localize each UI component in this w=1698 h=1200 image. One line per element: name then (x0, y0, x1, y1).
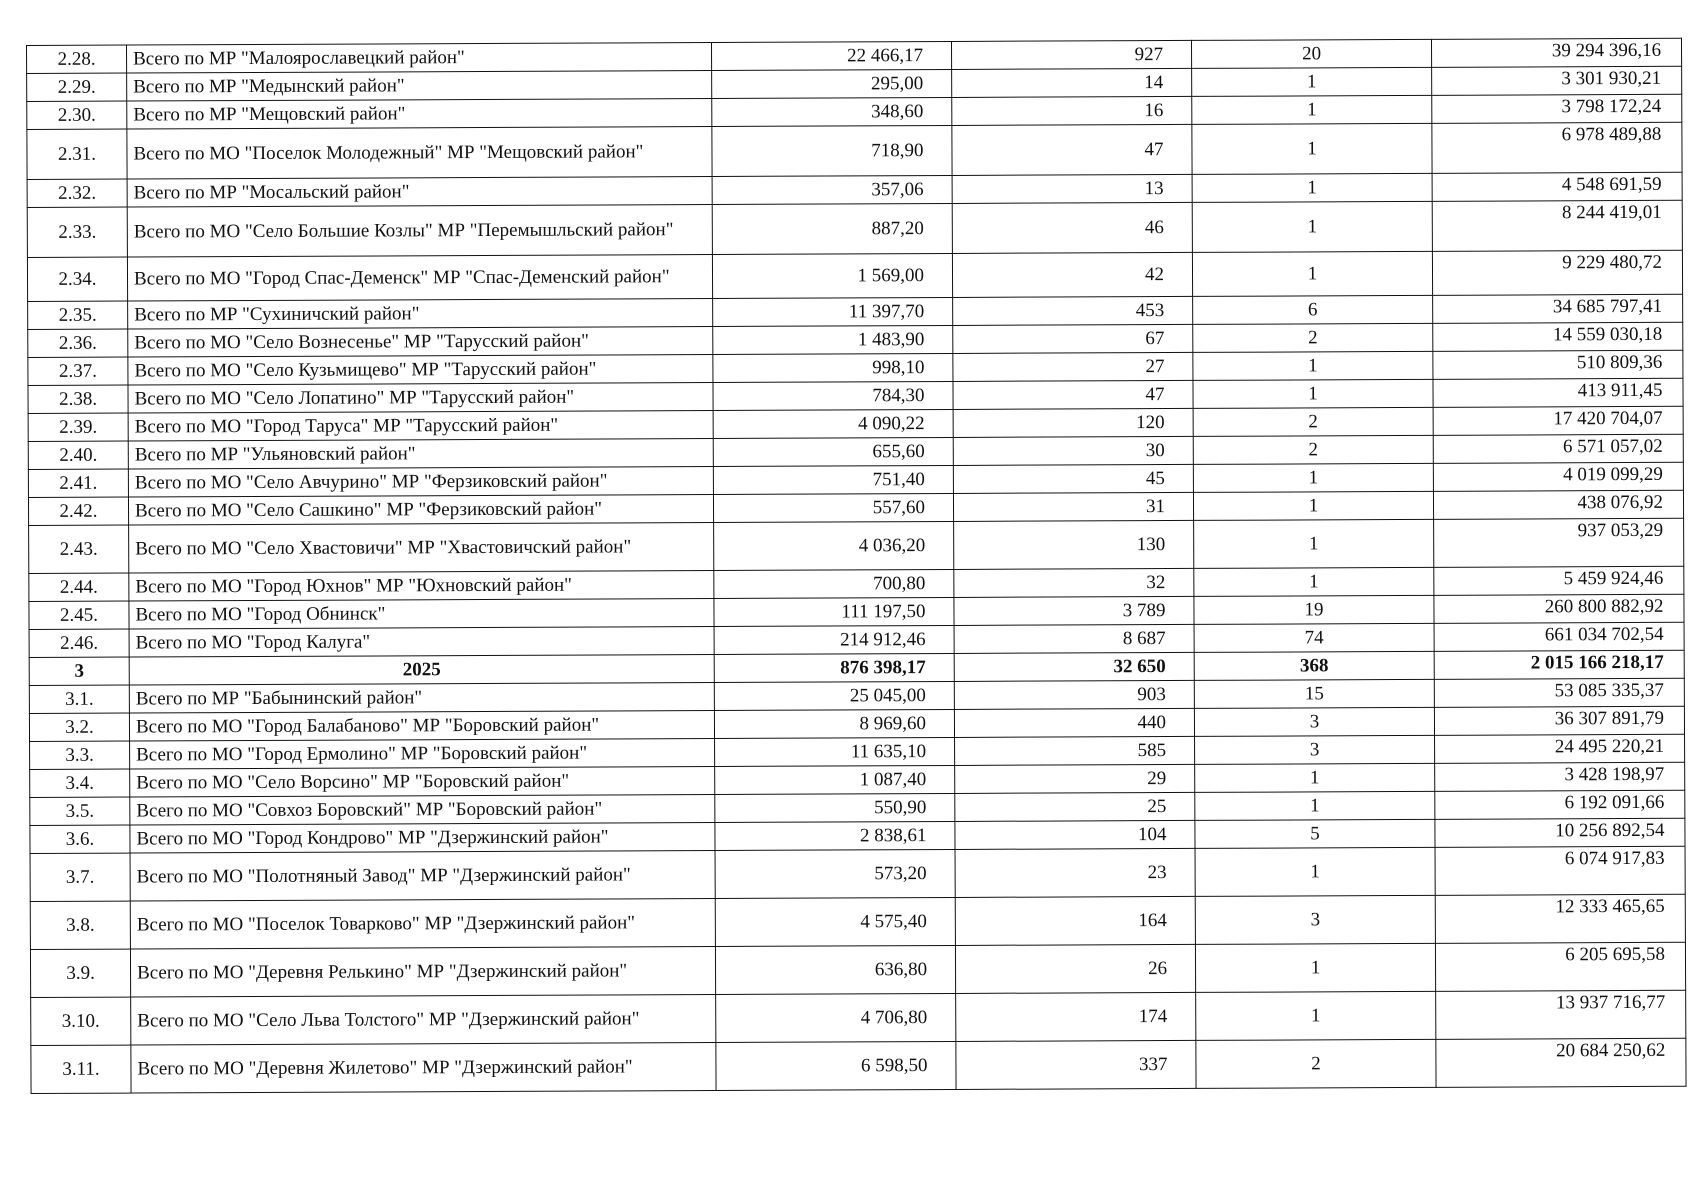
row-count: 1 (1194, 519, 1434, 568)
row-cost: 53 085 335,37 (1434, 678, 1684, 707)
row-count: 1 (1195, 943, 1435, 992)
row-number: 3.7. (30, 853, 130, 901)
row-area: 550,90 (715, 793, 955, 822)
row-number: 2.30. (27, 101, 127, 129)
row-count: 74 (1194, 623, 1434, 652)
row-name: Всего по МО "Поселок Товарково" МР "Дзержинский район" (130, 899, 715, 950)
row-area: 573,20 (715, 849, 955, 898)
row-people: 42 (952, 252, 1192, 297)
row-name: Всего по МО "Село Вознесенье" МР "Тарусский район" (128, 327, 713, 358)
row-area: 887,20 (712, 203, 952, 254)
row-count: 1 (1194, 567, 1434, 596)
row-people: 585 (955, 736, 1195, 765)
row-number: 3.2. (29, 713, 129, 741)
data-table (26, 38, 1687, 1094)
row-number: 2.28. (27, 45, 127, 73)
row-cost: 6 571 057,02 (1433, 434, 1683, 463)
row-count: 2 (1196, 1039, 1436, 1088)
row-people: 440 (954, 708, 1194, 737)
row-count: 1 (1193, 351, 1433, 380)
row-cost: 34 685 797,41 (1433, 294, 1683, 323)
row-area: 111 197,50 (714, 597, 954, 626)
row-area: 22 466,17 (711, 41, 951, 70)
row-name: Всего по МО "Село Ворсино" МР "Боровский район" (130, 767, 715, 798)
row-area: 295,00 (712, 69, 952, 98)
row-number: 3.6. (30, 825, 130, 853)
row-cost: 661 034 702,54 (1434, 622, 1684, 651)
row-area: 348,60 (712, 97, 952, 126)
row-people: 337 (956, 1040, 1196, 1089)
row-area: 4 706,80 (716, 993, 956, 1042)
row-name: Всего по МО "Полотняный Завод" МР "Дзержинский район" (130, 851, 715, 902)
row-cost: 438 076,92 (1433, 490, 1683, 519)
row-area: 4 090,22 (713, 409, 953, 438)
row-cost: 8 244 419,01 (1432, 200, 1682, 251)
row-number: 2.43. (29, 525, 129, 573)
row-people: 29 (955, 764, 1195, 793)
row-area: 11 397,70 (713, 297, 953, 326)
row-count: 3 (1194, 707, 1434, 736)
row-number: 2.31. (27, 129, 127, 179)
row-name: Всего по МО "Город Обнинск" (129, 599, 714, 630)
row-count: 1 (1192, 201, 1432, 252)
table-row (30, 846, 1685, 901)
row-name: Всего по МО "Совхоз Боровский" МР "Боровский район" (130, 795, 715, 826)
row-cost: 6 978 489,88 (1432, 122, 1682, 173)
table-row (30, 942, 1685, 997)
row-area: 700,80 (714, 569, 954, 598)
row-cost: 6 074 917,83 (1435, 846, 1685, 895)
row-name: Всего по МО "Село Сашкино" МР "Ферзиковский район" (128, 495, 713, 526)
row-people: 23 (955, 848, 1195, 897)
row-people: 25 (955, 792, 1195, 821)
row-name: Всего по МР "Медынский район" (127, 71, 712, 102)
row-name: Всего по МО "Город Калуга" (129, 627, 714, 658)
row-number: 3.3. (30, 741, 130, 769)
row-count: 1 (1195, 791, 1435, 820)
row-count: 1 (1195, 763, 1435, 792)
row-name: Всего по МО "Город Ермолино" МР "Боровский район" (130, 739, 715, 770)
row-count: 1 (1196, 991, 1436, 1040)
row-area: 636,80 (715, 945, 955, 994)
row-name: Всего по МО "Село Кузьмищево" МР "Тарусский район" (128, 355, 713, 386)
row-count: 3 (1195, 735, 1435, 764)
row-cost: 13 937 716,77 (1436, 990, 1686, 1039)
row-area: 357,06 (712, 175, 952, 204)
row-cost: 36 307 891,79 (1434, 706, 1684, 735)
row-count: 1 (1192, 67, 1432, 96)
row-cost: 39 294 396,16 (1431, 38, 1681, 67)
row-people: 67 (953, 324, 1193, 353)
row-cost: 17 420 704,07 (1433, 406, 1683, 435)
table-row (31, 1038, 1686, 1093)
row-people: 27 (953, 352, 1193, 381)
row-count: 20 (1191, 39, 1431, 68)
table-row (29, 518, 1684, 573)
document-page (26, 38, 1686, 1094)
row-area: 876 398,17 (714, 653, 954, 682)
row-people: 164 (955, 896, 1195, 945)
row-area: 1 569,00 (712, 253, 952, 298)
row-people: 13 (952, 174, 1192, 203)
row-name: Всего по МР "Мещовский район" (127, 99, 712, 130)
row-name: Всего по МО "Город Балабаново" МР "Боровский район" (129, 711, 714, 742)
row-people: 45 (953, 464, 1193, 493)
row-cost: 5 459 924,46 (1434, 566, 1684, 595)
row-count: 19 (1194, 595, 1434, 624)
row-name: Всего по МО "Город Юхнов" МР "Юхновский район" (129, 571, 714, 602)
row-area: 557,60 (713, 493, 953, 522)
row-people: 16 (952, 96, 1192, 125)
row-name: Всего по МО "Город Спас-Деменск" МР "Спас-Деменский район" (127, 255, 712, 302)
row-people: 8 687 (954, 624, 1194, 653)
row-name: Всего по МО "Деревня Жилетово" МР "Дзержинский район" (131, 1042, 716, 1093)
row-count: 1 (1192, 173, 1432, 202)
row-area: 2 838,61 (715, 821, 955, 850)
table-row (27, 250, 1682, 301)
row-number: 2.44. (29, 573, 129, 601)
row-cost: 20 684 250,62 (1436, 1038, 1686, 1087)
row-name: Всего по МО "Город Таруса" МР "Тарусский район" (128, 411, 713, 442)
row-number: 3.8. (30, 901, 130, 949)
row-cost: 4 019 099,29 (1433, 462, 1683, 491)
row-number: 2.29. (27, 73, 127, 101)
row-name: Всего по МО "Село Лопатино" МР "Тарусский район" (128, 383, 713, 414)
row-name: Всего по МР "Малоярославецкий район" (127, 43, 712, 74)
row-cost: 3 798 172,24 (1432, 94, 1682, 123)
row-people: 130 (954, 520, 1194, 569)
row-area: 4 575,40 (715, 897, 955, 946)
row-number: 2.46. (29, 629, 129, 657)
row-count: 1 (1193, 491, 1433, 520)
row-cost: 6 192 091,66 (1435, 790, 1685, 819)
row-cost: 413 911,45 (1433, 378, 1683, 407)
row-count: 3 (1195, 895, 1435, 944)
row-people: 32 650 (954, 652, 1194, 681)
row-cost: 9 229 480,72 (1432, 250, 1682, 295)
table-row (30, 894, 1685, 949)
row-cost: 3 428 198,97 (1435, 762, 1685, 791)
row-area: 1 483,90 (713, 325, 953, 354)
row-people: 31 (953, 492, 1193, 521)
row-number: 2.38. (28, 385, 128, 413)
row-count: 1 (1193, 463, 1433, 492)
row-area: 6 598,50 (716, 1041, 956, 1090)
row-area: 751,40 (713, 465, 953, 494)
row-name: Всего по МО "Село Льва Толстого" МР "Дзержинский район" (131, 994, 716, 1045)
row-name: Всего по МО "Село Авчурино" МР "Ферзиковский район" (128, 467, 713, 498)
row-name: Всего по МР "Сухиничский район" (128, 299, 713, 330)
row-people: 14 (952, 68, 1192, 97)
table-row (27, 200, 1682, 257)
row-number: 3.9. (30, 949, 130, 997)
row-number: 3.4. (30, 769, 130, 797)
row-area: 25 045,00 (714, 681, 954, 710)
row-area: 8 969,60 (714, 709, 954, 738)
row-count: 1 (1192, 95, 1432, 124)
row-number: 2.39. (28, 413, 128, 441)
row-name: Всего по МО "Село Большие Козлы" МР "Перемышльский район" (127, 205, 712, 258)
row-number: 2.35. (28, 301, 128, 329)
row-name: Всего по МР "Ульяновский район" (128, 439, 713, 470)
row-number: 2.45. (29, 601, 129, 629)
row-people: 47 (953, 380, 1193, 409)
table-row (27, 122, 1682, 179)
row-count: 2 (1193, 407, 1433, 436)
row-count: 1 (1192, 123, 1432, 174)
row-number: 2.36. (28, 329, 128, 357)
row-name: Всего по МО "Село Хвастовичи" МР "Хвастовичский район" (129, 523, 714, 574)
row-number: 3.11. (31, 1045, 131, 1093)
row-cost: 24 495 220,21 (1435, 734, 1685, 763)
row-area: 11 635,10 (715, 737, 955, 766)
row-number: 2.34. (27, 257, 127, 301)
row-people: 32 (954, 568, 1194, 597)
row-area: 784,30 (713, 381, 953, 410)
row-people: 927 (951, 40, 1191, 69)
row-name: 2025 (129, 655, 714, 686)
row-people: 104 (955, 820, 1195, 849)
row-area: 718,90 (712, 125, 952, 176)
row-people: 903 (954, 680, 1194, 709)
row-number: 2.41. (28, 469, 128, 497)
row-number: 2.32. (27, 179, 127, 207)
row-number: 3.10. (31, 997, 131, 1045)
row-count: 2 (1193, 435, 1433, 464)
row-count: 15 (1194, 679, 1434, 708)
row-area: 214 912,46 (714, 625, 954, 654)
row-number: 3.1. (29, 685, 129, 713)
row-area: 998,10 (713, 353, 953, 382)
row-name: Всего по МО "Поселок Молодежный" МР "Мещовский район" (127, 127, 712, 180)
row-count: 1 (1192, 251, 1432, 296)
row-people: 453 (953, 296, 1193, 325)
row-cost: 12 333 465,65 (1435, 894, 1685, 943)
row-people: 47 (952, 124, 1192, 175)
row-cost: 510 809,36 (1433, 350, 1683, 379)
row-count: 6 (1193, 295, 1433, 324)
row-people: 46 (952, 202, 1192, 253)
row-number: 3.5. (30, 797, 130, 825)
row-people: 120 (953, 408, 1193, 437)
row-cost: 937 053,29 (1434, 518, 1684, 567)
row-cost: 260 800 882,92 (1434, 594, 1684, 623)
row-number: 3 (29, 657, 129, 685)
row-name: Всего по МР "Мосальский район" (127, 177, 712, 208)
row-people: 30 (953, 436, 1193, 465)
row-cost: 14 559 030,18 (1433, 322, 1683, 351)
row-people: 174 (956, 992, 1196, 1041)
row-area: 4 036,20 (714, 521, 954, 570)
row-cost: 4 548 691,59 (1432, 172, 1682, 201)
row-number: 2.40. (28, 441, 128, 469)
row-name: Всего по МР "Бабынинский район" (129, 683, 714, 714)
row-count: 2 (1193, 323, 1433, 352)
table-body (27, 38, 1687, 1093)
row-number: 2.37. (28, 357, 128, 385)
row-name: Всего по МО "Город Кондрово" МР "Дзержинский район" (130, 823, 715, 854)
row-area: 1 087,40 (715, 765, 955, 794)
row-count: 5 (1195, 819, 1435, 848)
row-area: 655,60 (713, 437, 953, 466)
row-number: 2.33. (27, 207, 127, 257)
row-name: Всего по МО "Деревня Релькино" МР "Дзержинский район" (130, 947, 715, 998)
row-number: 2.42. (28, 497, 128, 525)
row-count: 368 (1194, 651, 1434, 680)
row-people: 3 789 (954, 596, 1194, 625)
row-cost: 6 205 695,58 (1435, 942, 1685, 991)
row-cost: 3 301 930,21 (1432, 66, 1682, 95)
row-cost: 10 256 892,54 (1435, 818, 1685, 847)
table-row (31, 990, 1686, 1045)
row-people: 26 (955, 944, 1195, 993)
row-count: 1 (1193, 379, 1433, 408)
row-cost: 2 015 166 218,17 (1434, 650, 1684, 679)
row-count: 1 (1195, 847, 1435, 896)
